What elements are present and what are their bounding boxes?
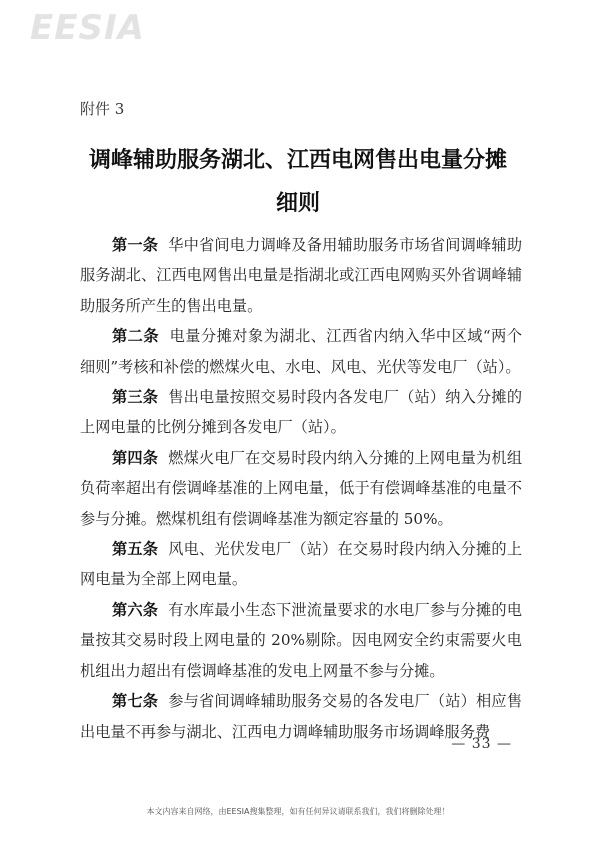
article-5-text: 风电、光伏发电厂（站）在交易时段内纳入分摊的上网电量为全部上网电量。 bbox=[80, 540, 523, 589]
document-title-line-2: 细则 bbox=[275, 191, 320, 216]
watermark-logo: EESIA bbox=[30, 8, 145, 48]
article-2 bbox=[80, 321, 522, 382]
article-4 bbox=[80, 443, 522, 534]
attachment-label: 附件 3 bbox=[80, 100, 125, 118]
article-6 bbox=[80, 595, 522, 686]
article-2-text: 电量分摊对象为湖北、江西省内纳入华中区域“两个细则”考核和补偿的燃煤火电、水电、风电、光伏等发电厂（站）。 bbox=[80, 327, 523, 376]
article-7-label: 第七条 bbox=[112, 692, 159, 711]
article-4-text: 燃煤火电厂在交易时段内纳入分摊的上网电量为机组负荷率超出有偿调峰基准的上网电量，低于有偿调峰基准的电量不参与分摊。燃煤机组有偿调峰基准为额定容量的 50%。 bbox=[80, 448, 523, 528]
page-number: — 33 — bbox=[451, 736, 512, 752]
article-7-text: 参与省间调峰辅助服务交易的各发电厂（站）相应售出电量不再参与湖北、江西电力调峰辅助服务市场调峰服务费 bbox=[80, 692, 523, 741]
article-4-label: 第四条 bbox=[112, 448, 159, 467]
article-6-label: 第六条 bbox=[112, 600, 159, 619]
article-3 bbox=[80, 382, 522, 443]
document-title-line-1: 调峰辅助服务湖北、江西电网售出电量分摊 bbox=[88, 148, 507, 173]
article-2-label: 第二条 bbox=[112, 327, 159, 346]
article-1 bbox=[80, 230, 522, 321]
document-body bbox=[80, 230, 522, 747]
article-1-text: 华中省间电力调峰及备用辅助服务市场省间调峰辅助服务湖北、江西电网售出电量是指湖北或江西电网购买外省调峰辅助服务所产生的售出电量。 bbox=[80, 236, 523, 315]
article-3-label: 第三条 bbox=[112, 388, 159, 407]
footer-note: 本文内容来自网络，由EESIA搜集整理，如有任何异议请联系我们，我们将删除处理！ bbox=[146, 807, 450, 816]
article-5 bbox=[80, 534, 522, 595]
article-6-text: 有水库最小生态下泄流量要求的水电厂参与分摊的电量按其交易时段上网电量的 20%剔除。因电网安全约束需要火电机组出力超出有偿调峰基准的发电上网量不参与分摊。 bbox=[80, 600, 523, 680]
article-5-label: 第五条 bbox=[112, 540, 159, 559]
article-1-label: 第一条 bbox=[112, 236, 159, 254]
article-3-text: 售出电量按照交易时段内各发电厂（站）纳入分摊的上网电量的比例分摊到各发电厂（站）。 bbox=[80, 388, 523, 437]
